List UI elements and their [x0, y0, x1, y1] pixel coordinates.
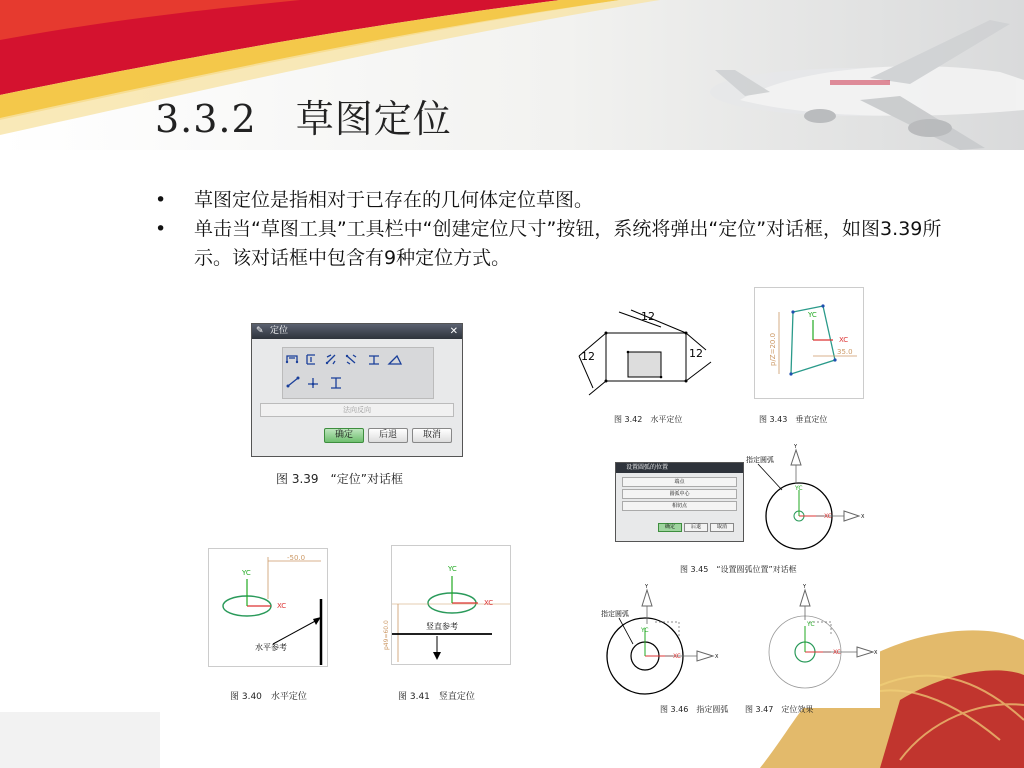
xc-axis-label: XC	[484, 599, 494, 607]
back-button[interactable]: 后退	[684, 523, 708, 532]
figure-caption-339: 图 3.39 “定位”对话框	[276, 472, 403, 486]
option-tangent-point[interactable]: 相切点	[622, 501, 737, 511]
wrench-icon: ✎	[256, 326, 264, 336]
set-arc-position-dialog	[615, 462, 744, 542]
xc-axis-label: XC	[824, 513, 832, 520]
option-endpoint[interactable]: 端点	[622, 477, 737, 487]
dim-label-right: 12	[689, 347, 703, 360]
bullet-text: 单击当“草图工具”工具栏中“创建定位尺寸”按钮，系统将弹出“定位”对话框，如图3.39所示。该对话框中包含有9种定位方式。	[194, 218, 942, 269]
figure-345-drawing	[744, 440, 864, 550]
x-axis-label: X	[861, 514, 865, 520]
dim-label: p49=60.0	[383, 620, 390, 650]
xc-axis-label: XC	[839, 336, 849, 344]
yc-axis-label: YC	[807, 621, 815, 628]
dim-label-left: 12	[581, 350, 595, 363]
bullet-item	[150, 186, 970, 215]
offset-icon	[369, 356, 379, 364]
yc-axis-label: YC	[808, 311, 817, 319]
option-arc-center[interactable]: 圆弧中心	[622, 489, 737, 499]
perpendicular-icon	[347, 355, 356, 364]
x-axis-label: X	[715, 654, 719, 660]
figure-caption-345: 图 3.45 “设置圆弧位置”对话框	[680, 565, 797, 574]
figure-caption-341: 图 3.41 竖直定位	[398, 692, 475, 702]
figure-343	[754, 287, 864, 399]
dialog-titlebar	[616, 463, 743, 473]
positioning-dialog	[251, 323, 463, 457]
label-vertical-reference: 竖直参考	[426, 622, 458, 631]
figure-341	[383, 545, 511, 665]
y-axis-label: Y	[803, 584, 807, 590]
dim-label-horizontal: 35.0	[837, 348, 853, 356]
bullet-marker: •	[155, 218, 167, 240]
figure-caption-340: 图 3.40 水平定位	[230, 692, 307, 702]
dim-label-vertical: p/Z=20.0	[769, 332, 777, 366]
xc-axis-label: XC	[833, 649, 841, 656]
dim-label-top: 12	[641, 310, 655, 323]
label-specify-arc: 指定圆弧	[746, 456, 774, 464]
figure-caption-347: 图 3.47 定位效果	[745, 705, 814, 714]
xc-axis-label: XC	[673, 653, 681, 660]
point-on-point-icon	[288, 378, 298, 386]
close-icon[interactable]: ✕	[449, 326, 458, 337]
line-on-line-icon	[331, 378, 341, 388]
ok-button[interactable]: 确定	[658, 523, 682, 532]
angular-icon	[389, 356, 401, 364]
label-horizontal-reference: 水平参考	[255, 643, 287, 652]
slide-title: 3.3.2 草图定位	[155, 97, 452, 141]
horizontal-icon	[287, 356, 297, 362]
yc-axis-label: YC	[641, 627, 649, 634]
vertical-icon	[307, 355, 315, 364]
dialog-title: 定位	[270, 326, 289, 336]
figure-340	[208, 548, 328, 667]
dialog-title: 设置圆弧的位置	[626, 464, 669, 471]
label-specify-arc: 指定圆弧	[601, 610, 629, 618]
figure-caption-343: 图 3.43 垂直定位	[759, 415, 828, 424]
dim-label: -50.0	[287, 554, 306, 562]
figure-346-347	[595, 578, 880, 708]
positioning-tools-panel	[282, 347, 434, 399]
yc-axis-label: YC	[242, 569, 251, 577]
reverse-normal-field[interactable]: 法向反向	[260, 403, 454, 417]
cancel-button[interactable]: 取消	[412, 428, 452, 443]
figure-342	[571, 300, 721, 405]
yc-axis-label: YC	[448, 565, 457, 573]
xc-axis-label: XC	[277, 602, 287, 610]
positioning-tool-icons[interactable]	[283, 348, 433, 398]
y-axis-label: Y	[645, 584, 649, 590]
x-axis-label: X	[874, 650, 878, 656]
dialog-titlebar	[252, 324, 462, 339]
bullet-item	[150, 215, 970, 273]
back-button[interactable]: 后退	[368, 428, 408, 443]
bullet-text: 草图定位是指相对于已存在的几何体定位草图。	[194, 189, 594, 211]
figure-caption-342: 图 3.42 水平定位	[614, 415, 683, 424]
ok-button[interactable]: 确定	[324, 428, 364, 443]
bullet-list	[150, 186, 970, 273]
cancel-button[interactable]: 取消	[710, 523, 734, 532]
parallel-icon	[327, 355, 335, 364]
yc-axis-label: YC	[795, 485, 803, 492]
bullet-marker: •	[155, 189, 167, 211]
figure-caption-346: 图 3.46 指定圆弧	[660, 705, 729, 714]
y-axis-label: Y	[794, 444, 798, 450]
